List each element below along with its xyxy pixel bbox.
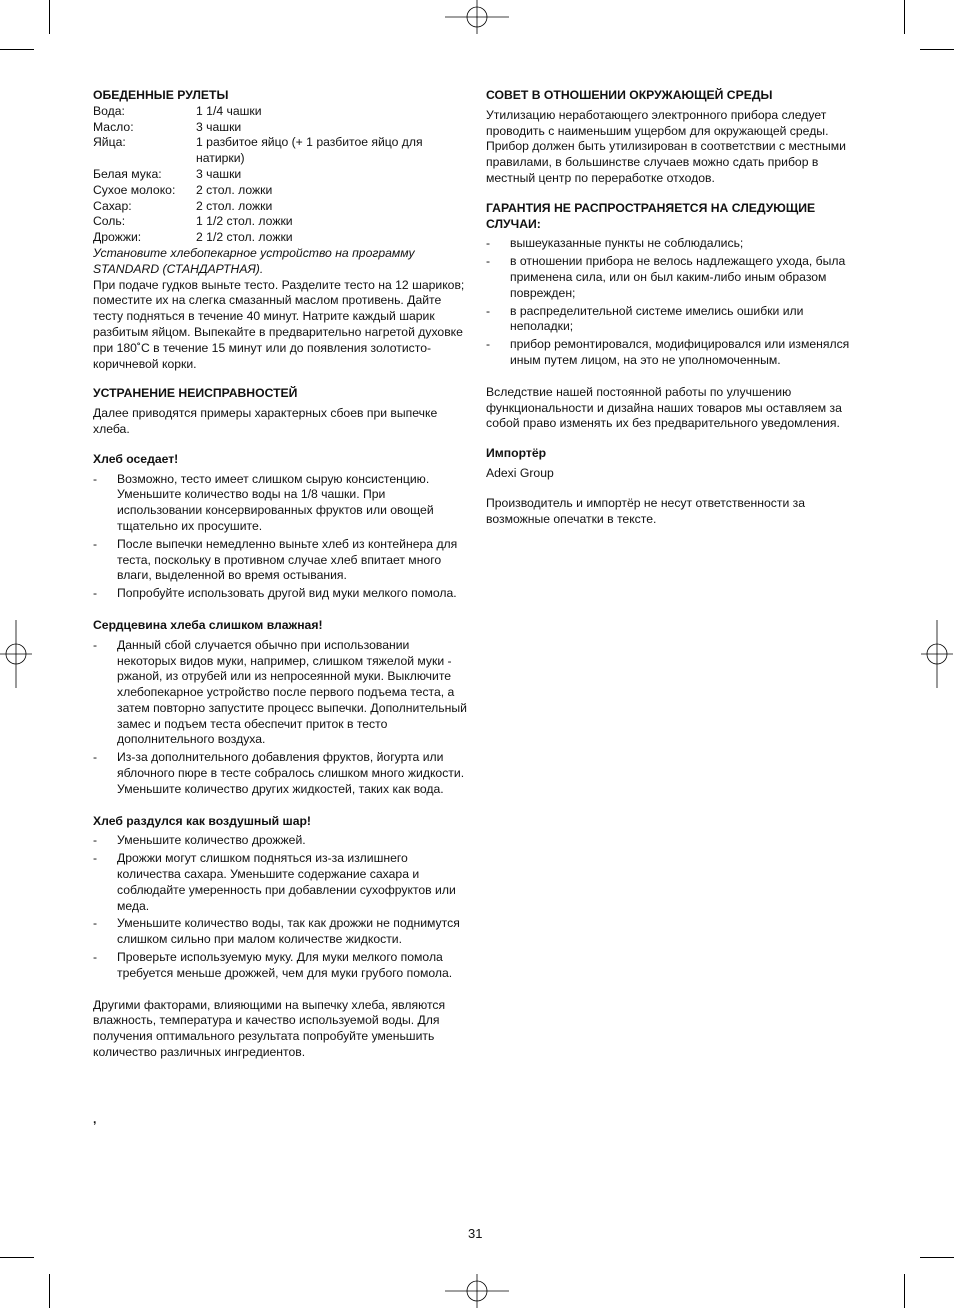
list-item — [93, 586, 471, 602]
ingredient-name: Дрожжи: — [93, 230, 142, 245]
troubleshooting-sections — [93, 438, 471, 982]
crop-mark — [904, 1274, 905, 1308]
list-item-text: в распределительной системе имелись ошибки или неполадки; — [510, 303, 804, 334]
ingredient-row — [93, 183, 471, 199]
list-item-text: Данный сбой случается обычно при использовании некоторых видов муки, например, слишком тяжелой муки - ржаной, из отрубей или из непросеянной муки. Выключите хлебопекарное устройство после первого подъема теста, а затем повторно запустите процесс выпечки. Дополнительный замес и подъем теста обеспечит приток в тесто дополнительного воздуха. — [117, 637, 467, 747]
troubleshooting-list — [93, 833, 471, 981]
ingredient-amount: 2 1/2 стол. ложки — [196, 230, 293, 245]
troubleshooting-intro: Далее приводятся примеры характерных сбоев при выпечке хлеба. — [93, 406, 438, 436]
improvement-note: Вследствие нашей постоянной работы по улучшению функциональности и дизайна наших товаров мы оставляем за собой право изменять их без предварительного уведомления. — [486, 384, 842, 431]
crop-mark — [920, 49, 954, 50]
bullet-dash: - — [93, 471, 98, 486]
ingredient-name: Яйца: — [93, 135, 126, 150]
ingredient-row — [93, 214, 471, 230]
right-column — [486, 88, 864, 527]
crop-mark — [49, 1274, 50, 1308]
bullet-dash: - — [93, 586, 98, 601]
bullet-dash: - — [93, 750, 98, 765]
troubleshooting-closing: Другими факторами, влияющими на выпечку хлеба, являются влажность, температура и качество используемой воды. Для получения оптимального результата попробуйте уменьшить количество различных ингредиентов. — [93, 997, 446, 1060]
list-item — [486, 254, 864, 301]
registration-mark-right — [937, 654, 938, 655]
list-item-text: прибор ремонтировался, модифицировался или изменялся иным путем лицом, на это не уполномоченным. — [510, 337, 850, 367]
stray-mark: , — [93, 1112, 97, 1126]
ingredient-amount: 2 стол. ложки — [196, 198, 273, 213]
ingredient-row — [93, 135, 471, 167]
crop-mark — [920, 1257, 954, 1258]
bullet-dash: - — [93, 916, 98, 931]
page-number: 31 — [468, 1226, 483, 1241]
list-item-text: Из-за дополнительного добавления фруктов, йогурта или яблочного пюре в тесте собралось слишком много жидкости. Уменьшите количество других жидкостей, таких как вода. — [117, 750, 465, 796]
registration-mark-top — [477, 17, 478, 18]
ingredient-amount: 1 1/4 чашки — [196, 103, 262, 118]
importer-heading: Импортёр — [486, 446, 547, 461]
troubleshooting-list — [93, 638, 471, 798]
recipe-title: ОБЕДЕННЫЕ РУЛЕТЫ — [93, 88, 229, 102]
ingredient-name: Сухое молоко: — [93, 182, 176, 197]
list-item — [486, 304, 864, 336]
program-note: Установите хлебопекарное устройство на программу STANDARD (СТАНДАРТНАЯ). — [93, 245, 415, 276]
ingredient-name: Сахар: — [93, 198, 132, 213]
list-item-text: Уменьшите количество дрожжей. — [117, 833, 306, 848]
recipe-instructions: При подаче гудков выньте тесто. Разделите тесто на 12 шариков; поместите их на слегка смазанный маслом противень. Дайте тесту подняться в течение 40 минут. Натрите каждый шарик разбитым яйцом. Выпекайте в предварительно нагретой духовке при 180˚C в течение 15 минут или до появления золотисто-коричневой корки. — [93, 277, 465, 371]
list-item — [486, 337, 864, 369]
troubleshooting-heading: Сердцевина хлеба слишком влажная! — [93, 617, 323, 632]
crop-mark — [49, 0, 50, 34]
list-item-text: в отношении прибора не велось надлежащего ухода, была применена сила, или он был каким-либо иным образом поврежден; — [510, 254, 846, 300]
registration-mark-left — [16, 654, 17, 655]
list-item — [93, 950, 471, 982]
list-item-text: Проверьте используемую муку. Для муки мелкого помола требуется меньше дрожжей, чем для муки грубого помола. — [117, 950, 453, 980]
registration-mark-bottom — [477, 1291, 478, 1292]
list-item — [93, 851, 471, 914]
troubleshooting-list — [93, 472, 471, 602]
warranty-list — [486, 236, 864, 368]
bullet-dash: - — [93, 851, 98, 866]
left-column — [93, 88, 471, 1061]
list-item — [93, 537, 471, 584]
list-item — [93, 916, 471, 948]
ingredient-row — [93, 230, 471, 246]
list-item — [93, 472, 471, 535]
ingredient-row — [93, 104, 471, 120]
ingredient-amount: 3 чашки — [196, 166, 242, 181]
bullet-dash: - — [93, 950, 98, 965]
list-item — [93, 833, 471, 849]
ingredient-row — [93, 120, 471, 136]
crop-mark — [0, 49, 34, 50]
ingredient-name: Вода: — [93, 103, 125, 118]
troubleshooting-heading: Хлеб оседает! — [93, 451, 179, 466]
list-item — [93, 750, 471, 797]
ingredient-row — [93, 199, 471, 215]
bullet-dash: - — [93, 833, 98, 848]
crop-mark — [904, 0, 905, 34]
troubleshooting-title: УСТРАНЕНИЕ НЕИСПРАВНОСТЕЙ — [93, 386, 298, 401]
list-item-text: Уменьшите количество воды, так как дрожжи не поднимутся слишком сильно при малом количестве жидкости. — [117, 916, 460, 947]
ingredient-amount: 3 чашки — [196, 119, 242, 134]
warranty-title: ГАРАНТИЯ НЕ РАСПРОСТРАНЯЕТСЯ НА СЛЕДУЮЩИЕ СЛУЧАИ: — [486, 200, 816, 231]
ingredient-name: Белая мука: — [93, 166, 162, 181]
list-item-text: После выпечки немедленно выньте хлеб из контейнера для теста, поскольку в противном случае хлеб впитает много влаги, выделенной во время остывания. — [117, 536, 458, 583]
bullet-dash: - — [93, 536, 98, 551]
ingredient-list — [93, 104, 471, 246]
ingredient-name: Масло: — [93, 119, 134, 134]
crop-mark — [0, 1257, 34, 1258]
bullet-dash: - — [93, 637, 98, 652]
environment-text: Утилизацию неработающего электронного прибора следует проводить с наименьшим ущербом для окружающей среды. Прибор должен быть утилизирован в соответствии с местными правилами, в большинстве случаев можно сдать прибор в местный центр по переработке отходов. — [486, 107, 846, 185]
list-item — [93, 638, 471, 749]
bullet-dash: - — [486, 303, 491, 318]
environment-title: СОВЕТ В ОТНОШЕНИИ ОКРУЖАЮЩЕЙ СРЕДЫ — [486, 88, 773, 102]
ingredient-amount: 2 стол. ложки — [196, 182, 273, 197]
ingredient-row — [93, 167, 471, 183]
disclaimer: Производитель и импортёр не несут ответственности за возможные опечатки в тексте. — [486, 495, 806, 526]
bullet-dash: - — [486, 254, 491, 269]
importer-name: Adexi Group — [486, 465, 554, 480]
ingredient-name: Соль: — [93, 214, 126, 229]
ingredient-amount: 1 разбитое яйцо (+ 1 разбитое яйцо для натирки) — [196, 135, 423, 166]
list-item — [486, 236, 864, 252]
list-item-text: вышеуказанные пункты не соблюдались; — [510, 236, 744, 251]
ingredient-amount: 1 1/2 стол. ложки — [196, 214, 293, 229]
bullet-dash: - — [486, 337, 491, 352]
bullet-dash: - — [486, 236, 491, 251]
list-item-text: Возможно, тесто имеет слишком сырую консистенцию. Уменьшите количество воды на 1/8 чашки. При использовании консервированных фруктов или овощей тщательно их просушите. — [117, 471, 434, 533]
troubleshooting-heading: Хлеб раздулся как воздушный шар! — [93, 813, 311, 828]
list-item-text: Дрожжи могут слишком подняться из-за излишнего количества сахара. Уменьшите содержание сахара и соблюдайте умеренность при добавлении сухофруктов или меда. — [117, 851, 456, 913]
list-item-text: Попробуйте использовать другой вид муки мелкого помола. — [117, 586, 457, 601]
